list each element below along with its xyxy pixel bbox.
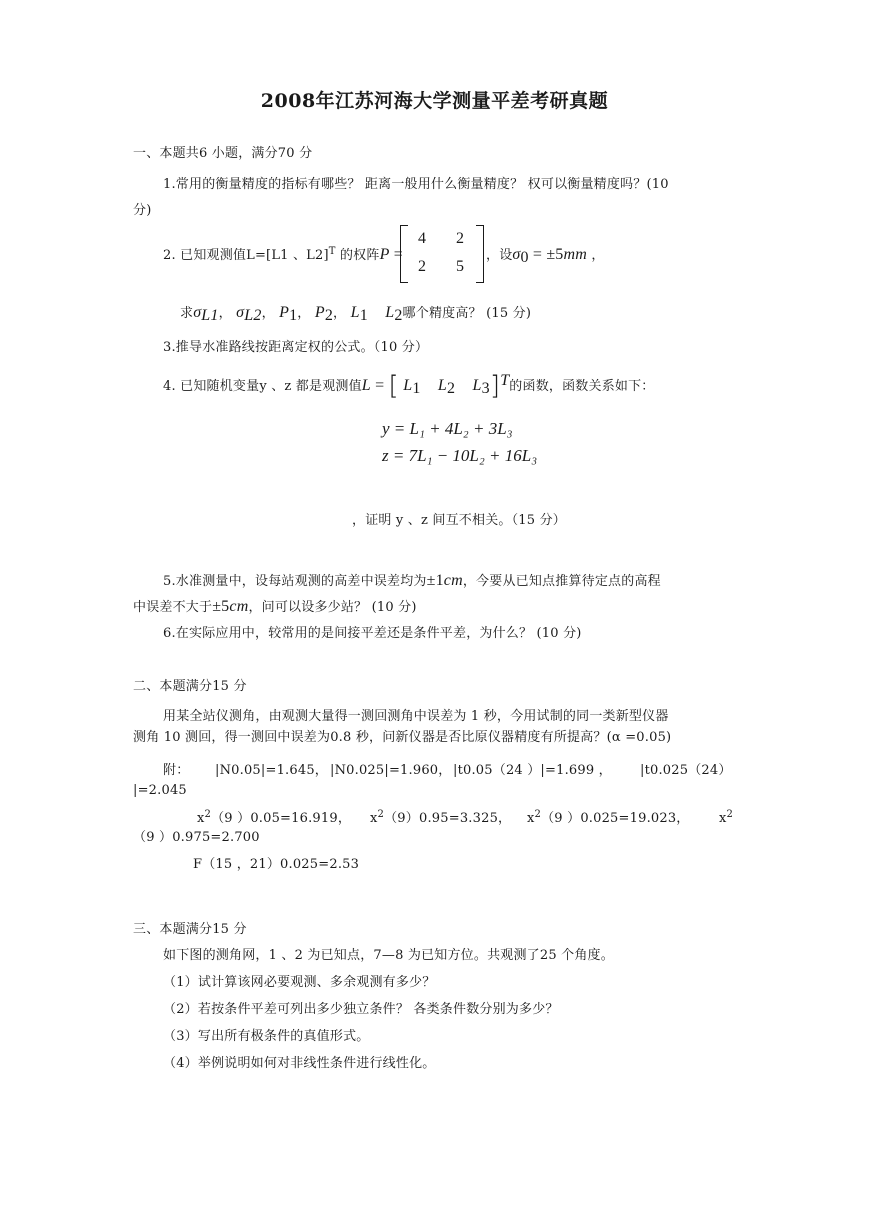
equation-z: z = 7L₁ − 10L₂ + 16L₃ (382, 446, 538, 465)
question-1-line-2: 分) (133, 203, 152, 218)
attachment-value: |N0.025|=1.960， (330, 763, 452, 778)
matrix-cell: 2 (418, 258, 426, 275)
question-2-sigma: ，设$\sigma_0 = \pm 5mm$ ， (486, 246, 605, 266)
section-3-item: （2）若按条件平差可列出多少独立条件？ 各类条件数分别为多少？ (163, 1002, 559, 1017)
question-6: 6.在实际应用中，较常用的是间接平差还是条件平差，为什么？ (10 分) (163, 626, 582, 641)
q2-transpose: T (328, 246, 336, 257)
matrix-right-bracket (476, 225, 484, 283)
attachment-value: |t0.025（24） (640, 763, 732, 778)
q2-prefix: 2. 已知观测值L=[L1 、L2] (163, 248, 329, 263)
section-3-item: （4）举例说明如何对非线性条件进行线性化。 (163, 1056, 436, 1071)
chi-square-value-continued: （9 ）0.975=2.700 (133, 830, 260, 845)
section-3-heading: 三、本题满分15 分 (133, 922, 247, 937)
attachment-label: 附： (163, 763, 190, 778)
section-2-paragraph-line-2: 测角 10 测回，得一测回中误差为0.8 秒，问新仪器是否比原仪器精度有所提高？(α =0.05) (133, 730, 672, 745)
f-distribution-value: F（15 ，21）0.025=2.53 (193, 857, 360, 872)
question-2-line-1: 2. 已知观测值L=[L1 、L2]$^T$ 的权阵P = (163, 246, 403, 263)
attachment-value: |t0.05（24 ）|=1.699 ， (453, 763, 612, 778)
section-3-item: （1）试计算该网必要观测、多余观测有多少？ (163, 975, 436, 990)
weight-matrix (400, 225, 484, 283)
question-5-line-1: 5.水准测量中，设每站观测的高差中误差均为±1cm，今要从已知点推算待定点的高程 (163, 572, 661, 589)
question-5-line-2: 中误差不大于±5cm，问可以设多少站？ (10 分) (133, 598, 417, 615)
section-3-intro: 如下图的测角网，1 、2 为已知点，7—8 为已知方位。共观测了25 个角度。 (163, 948, 614, 963)
matrix-cell: 5 (456, 258, 464, 275)
chi-square-value: $x^2(9)0.95=3.325$， (370, 809, 512, 826)
question-1-line-1: 1.常用的衡量精度的指标有哪些？ 距离一般用什么衡量精度？ 权可以衡量精度吗？(10 (163, 177, 669, 192)
chi-square-value: $x^2(9$ ）0.05=16.919， (197, 809, 352, 826)
equation-y: y = L₁ + 4L₂ + 3L₃ (382, 419, 513, 438)
attachment-value: |N0.05|=1.645， (215, 763, 328, 778)
question-2-line-2: 求$\sigma_{L1}$， $\sigma_{L2}$， $P_1$， $P_2$， $L_1$ $L_2$哪个精度高？ (15 分) (180, 304, 532, 324)
chi-square-value: $x^2(9$ ）0.025=19.023， (527, 809, 690, 826)
chi-square-value: $x^2$ (719, 809, 734, 826)
matrix-cell: 2 (456, 230, 464, 247)
matrix-cell: 4 (418, 230, 426, 247)
question-4-proof: ，证明 y 、z 间互不相关。（15 分） (352, 513, 566, 528)
matrix-left-bracket (400, 225, 408, 283)
question-3: 3.推导水准路线按距离定权的公式。（10 分） (163, 340, 429, 355)
section-2-heading: 二、本题满分15 分 (133, 679, 247, 694)
section-2-paragraph-line-1: 用某全站仪测角，由观测大量得一测回测角中误差为 1 秒，今用试制的同一类新型仪器 (163, 709, 669, 724)
section-3-item: （3）写出所有极条件的真值形式。 (163, 1029, 370, 1044)
q2-weight-symbol: P (379, 246, 390, 263)
attachment-value-continued: |=2.045 (133, 783, 187, 798)
question-4-line-1: 4. 已知随机变量y 、z 都是观测值L = [ $L_1$ $L_2$ $L_3]^T$的函数，函数关系如下： (163, 371, 655, 401)
section-1-heading: 一、本题共6 小题，满分70 分 (133, 146, 313, 161)
q2-mid: 的权阵 (335, 248, 380, 263)
page-title: 2008年江苏河海大学测量平差考研真题 (260, 90, 609, 112)
